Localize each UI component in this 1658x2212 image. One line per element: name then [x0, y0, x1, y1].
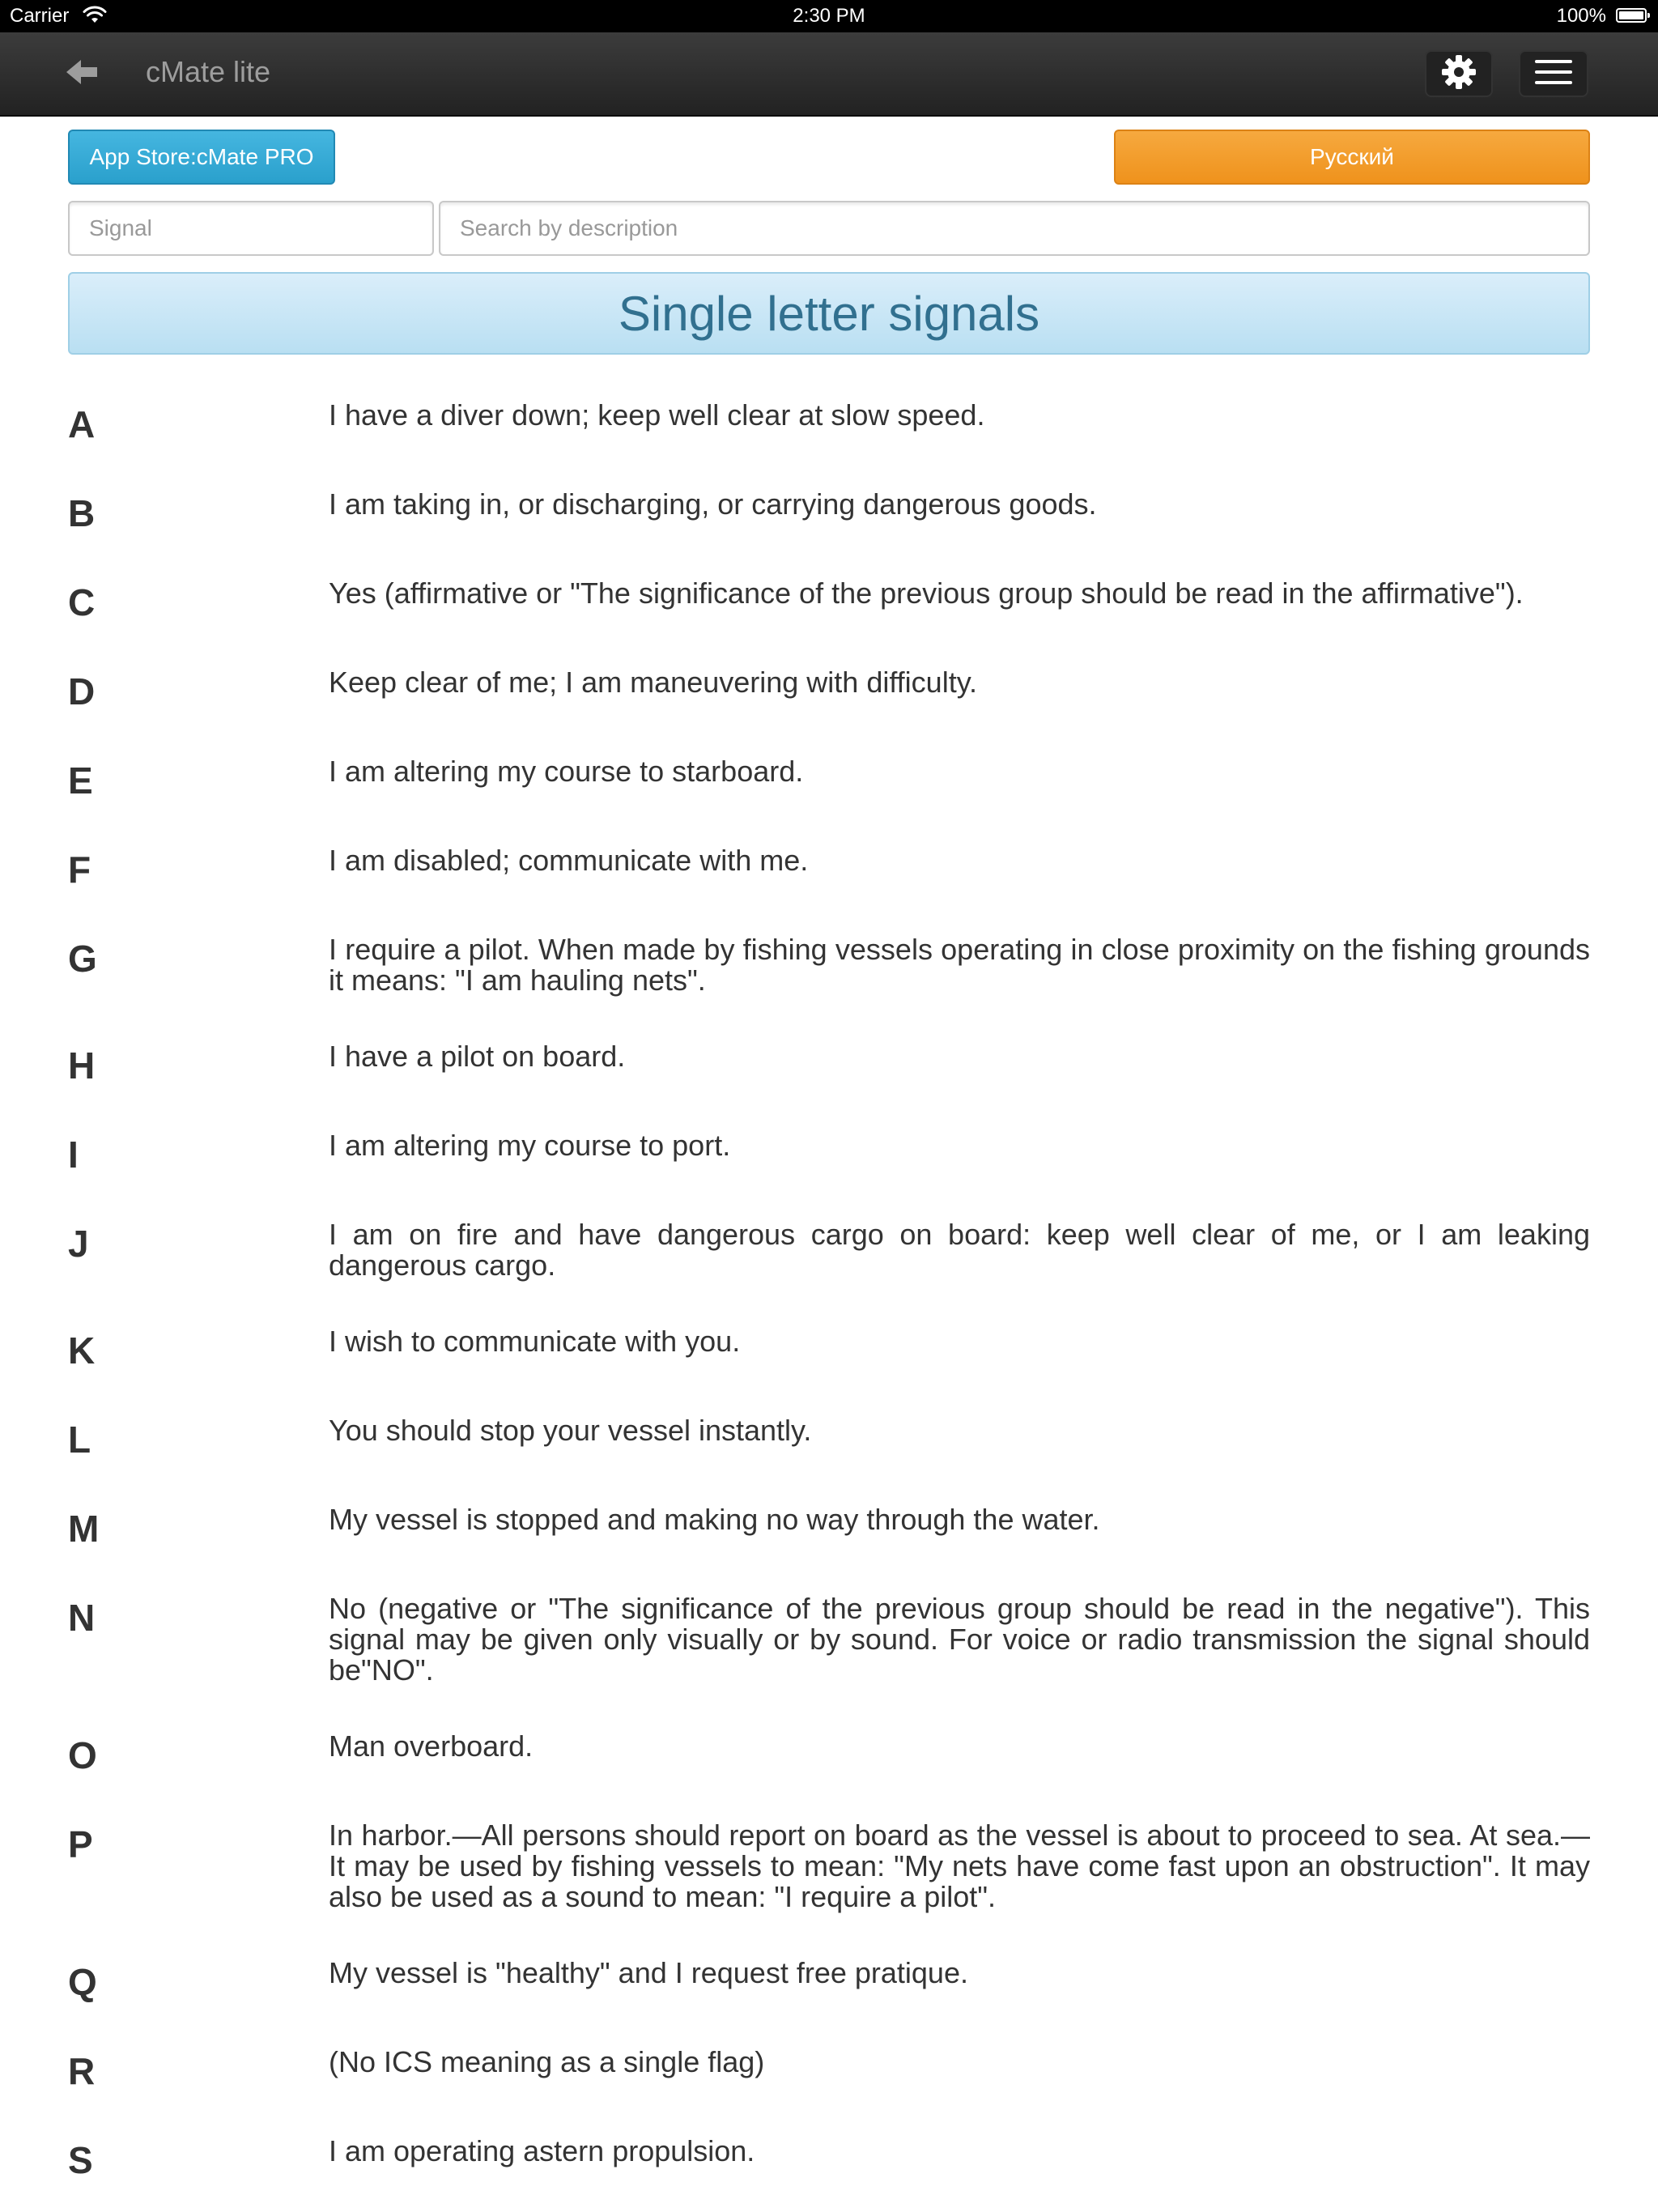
signal-row[interactable] — [68, 1958, 1590, 2001]
signal-row[interactable] — [68, 667, 1590, 711]
back-button[interactable] — [62, 57, 104, 91]
signal-row[interactable] — [68, 1415, 1590, 1459]
status-bar — [0, 0, 1658, 32]
signal-letter: D — [68, 670, 96, 713]
signal-description: I am altering my course to port. — [329, 1129, 731, 1162]
arrow-left-icon — [66, 58, 99, 90]
app-store-button[interactable]: App Store:cMate PRO — [68, 130, 335, 185]
signal-letter: B — [68, 492, 96, 534]
signal-row[interactable] — [68, 400, 1590, 444]
signal-letter: P — [68, 1823, 93, 1865]
signal-description: I wish to communicate with you. — [329, 1325, 741, 1358]
settings-button[interactable] — [1425, 50, 1493, 97]
gear-icon — [1441, 54, 1477, 94]
menu-button[interactable] — [1519, 50, 1588, 97]
signal-letter: K — [68, 1329, 96, 1372]
section-title: Single letter signals — [618, 286, 1040, 341]
signal-description: No (negative or "The significance of the previous group should be read in the negative"). This signal may be given only visually or by sound. For voice or radio transmission the signal should be"NO". — [329, 1592, 1590, 1687]
signal-row[interactable] — [68, 756, 1590, 800]
signal-description: I am on fire and have dangerous cargo on board: keep well clear of me, or I am leaking dangerous cargo. — [329, 1218, 1590, 1282]
app-title: cMate lite — [146, 55, 271, 88]
navbar — [0, 32, 1658, 117]
signal-row[interactable] — [68, 1326, 1590, 1370]
battery-icon — [1616, 8, 1647, 23]
signal-description: I am operating astern propulsion. — [329, 2134, 755, 2167]
signal-row[interactable] — [68, 845, 1590, 889]
language-button[interactable]: Русский — [1114, 130, 1590, 185]
signal-row[interactable] — [68, 1130, 1590, 1174]
signal-description: Keep clear of me; I am maneuvering with difficulty. — [329, 666, 978, 699]
signal-row[interactable] — [68, 1504, 1590, 1548]
signal-description: Yes (affirmative or "The significance of the previous group should be read in the affirmative"). — [329, 576, 1524, 610]
signal-row[interactable] — [68, 1731, 1590, 1775]
signal-row[interactable] — [68, 2136, 1590, 2180]
signal-description: Man overboard. — [329, 1729, 534, 1763]
signal-description: My vessel is "healthy" and I request free pratique. — [329, 1956, 968, 1989]
signal-letter: J — [68, 1223, 89, 1265]
signal-row[interactable] — [68, 489, 1590, 533]
signal-letter: R — [68, 2050, 96, 2092]
signal-letter: O — [68, 1734, 97, 1776]
description-search-input[interactable] — [439, 201, 1590, 256]
signal-row[interactable] — [68, 1820, 1590, 1912]
signal-row[interactable] — [68, 934, 1590, 996]
signal-description: I have a pilot on board. — [329, 1040, 626, 1073]
carrier-label: Carrier — [10, 5, 70, 27]
signal-description: My vessel is stopped and making no way through the water. — [329, 1503, 1100, 1536]
signal-letter: A — [68, 403, 96, 445]
signal-description: I am disabled; communicate with me. — [329, 844, 809, 877]
signal-description: (No ICS meaning as a single flag) — [329, 2045, 765, 2078]
signal-row[interactable] — [68, 578, 1590, 622]
signal-letter: C — [68, 581, 96, 623]
signal-letter: Q — [68, 1961, 97, 2003]
signal-letter: L — [68, 1419, 91, 1461]
signal-description: You should stop your vessel instantly. — [329, 1414, 812, 1447]
signal-letter: M — [68, 1508, 100, 1550]
signal-description: I am altering my course to starboard. — [329, 755, 804, 788]
signal-letter: F — [68, 849, 91, 891]
signal-letter: H — [68, 1044, 96, 1087]
signal-description: I have a diver down; keep well clear at slow speed. — [329, 400, 985, 432]
signals-list — [68, 400, 1590, 2212]
signal-description: I am taking in, or discharging, or carrying dangerous goods. — [329, 487, 1097, 521]
signal-letter: G — [68, 938, 97, 980]
signal-letter: N — [68, 1597, 96, 1639]
signal-row[interactable] — [68, 2047, 1590, 2091]
section-header — [68, 272, 1590, 355]
signal-description: I require a pilot. When made by fishing vessels operating in close proximity on the fishing grounds it means: "I am hauling nets". — [329, 933, 1590, 997]
clock: 2:30 PM — [793, 5, 865, 27]
signal-row[interactable] — [68, 1593, 1590, 1686]
signal-letter: I — [68, 1134, 79, 1176]
hamburger-menu-icon — [1535, 58, 1572, 90]
battery-percent: 100% — [1556, 5, 1606, 27]
signal-search-input[interactable] — [68, 201, 434, 256]
signal-letter: S — [68, 2139, 93, 2181]
signal-description: In harbor.—All persons should report on board as the vessel is about to proceed to sea. At sea.—It may be used by fishing vessels to mean: "My nets have come fast upon an obstruction". It may also be used as a sound to mean: "I require a pilot". — [329, 1819, 1590, 1913]
signal-row[interactable] — [68, 1041, 1590, 1085]
signal-row[interactable] — [68, 1219, 1590, 1281]
signal-letter: E — [68, 759, 93, 802]
